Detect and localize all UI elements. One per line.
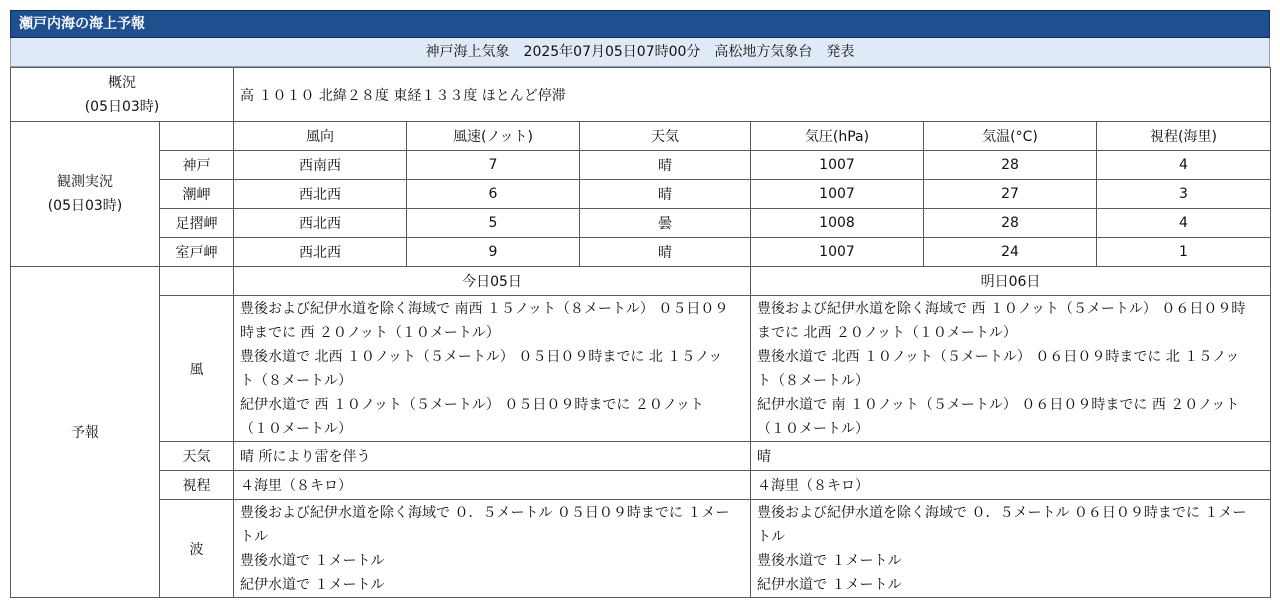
station-name: 潮岬 xyxy=(160,180,234,209)
wind-day1-line: 豊後および紀伊水道を除く海域で 南西 １５ノット（８メートル） ０５日０９ xyxy=(240,300,729,317)
weather-label: 天気 xyxy=(160,442,234,471)
waves-day1 xyxy=(234,500,751,598)
obs-header-cell: 視程(海里) xyxy=(1097,122,1271,151)
obs-cell: 24 xyxy=(924,238,1097,267)
station-name: 室戸岬 xyxy=(160,238,234,267)
station-name: 神戸 xyxy=(160,151,234,180)
obs-row xyxy=(11,209,1271,238)
forecast-label: 予報 xyxy=(11,267,160,598)
obs-row xyxy=(11,151,1271,180)
obs-label xyxy=(11,122,160,267)
obs-cell: 1007 xyxy=(751,151,924,180)
forecast-weather-row xyxy=(11,442,1271,471)
obs-cell: 7 xyxy=(407,151,580,180)
forecast-waves-row xyxy=(11,500,1271,598)
issue-info: 神戸海上気象 2025年07月05日07時00分 高松地方気象台 発表 xyxy=(10,38,1270,67)
obs-cell: 28 xyxy=(924,209,1097,238)
obs-header-blank xyxy=(160,122,234,151)
obs-cell: 西北西 xyxy=(234,238,407,267)
obs-header-cell: 気圧(hPa) xyxy=(751,122,924,151)
summary-text: 高 １０１０ 北緯２８度 東経１３３度 ほとんど停滞 xyxy=(234,68,1271,122)
obs-cell: 9 xyxy=(407,238,580,267)
obs-cell: 晴 xyxy=(580,151,751,180)
obs-cell: 西北西 xyxy=(234,209,407,238)
summary-label xyxy=(11,68,234,122)
obs-header-cell: 風速(ノット) xyxy=(407,122,580,151)
obs-header-cell: 気温(°C) xyxy=(924,122,1097,151)
summary-row xyxy=(11,68,1271,122)
forecast-table xyxy=(10,67,1271,598)
wind-day1-line: 時までに 西 ２０ノット（１０メートル） xyxy=(240,324,500,341)
wind-day2-line: 紀伊水道で 南 １０ノット（５メートル） ０６日０９時までに 西 ２０ノット xyxy=(757,396,1240,413)
wind-day2-line: ト（８メートル） xyxy=(757,372,869,389)
forecast-day2-header: 明日06日 xyxy=(751,267,1271,296)
page-title: 瀬戸内海の海上予報 xyxy=(10,10,1270,38)
obs-cell: 西北西 xyxy=(234,180,407,209)
waves-day1-line: 豊後および紀伊水道を除く海域で ０．５メートル ０５日０９時までに １メー xyxy=(240,504,730,521)
obs-cell: 晴 xyxy=(580,180,751,209)
obs-cell: 27 xyxy=(924,180,1097,209)
obs-label-line2: (05日03時) xyxy=(47,198,123,214)
wind-day1-line: （１０メートル） xyxy=(240,420,352,437)
waves-day2-line: 紀伊水道で １メートル xyxy=(757,576,902,593)
waves-label: 波 xyxy=(160,500,234,598)
obs-cell: 1007 xyxy=(751,238,924,267)
obs-cell: 西南西 xyxy=(234,151,407,180)
waves-day2 xyxy=(751,500,1271,598)
obs-row xyxy=(11,180,1271,209)
obs-header-cell: 風向 xyxy=(234,122,407,151)
station-name: 足摺岬 xyxy=(160,209,234,238)
obs-cell: 4 xyxy=(1097,209,1271,238)
marine-forecast-panel xyxy=(10,10,1270,598)
obs-cell: 3 xyxy=(1097,180,1271,209)
visibility-day2: ４海里（８キロ） xyxy=(751,471,1271,500)
wind-day2-line: （１０メートル） xyxy=(757,420,869,437)
obs-cell: 1008 xyxy=(751,209,924,238)
waves-day2-line: トル xyxy=(757,528,785,545)
visibility-day1: ４海里（８キロ） xyxy=(234,471,751,500)
wind-day1-line: ト（８メートル） xyxy=(240,372,352,389)
obs-cell: 晴 xyxy=(580,238,751,267)
obs-label-line1: 観測実況 xyxy=(57,174,113,190)
summary-label-line2: (05日03時) xyxy=(84,98,160,115)
summary-label-line1: 概況 xyxy=(108,74,136,91)
obs-cell: 1 xyxy=(1097,238,1271,267)
visibility-label: 視程 xyxy=(160,471,234,500)
wind-day1 xyxy=(234,296,751,442)
obs-cell: 4 xyxy=(1097,151,1271,180)
weather-day1: 晴 所により雷を伴う xyxy=(234,442,751,471)
obs-cell: 5 xyxy=(407,209,580,238)
wind-day1-line: 豊後水道で 北西 １０ノット（５メートル） ０５日０９時までに 北 １５ノッ xyxy=(240,348,723,365)
wind-day2 xyxy=(751,296,1271,442)
wind-label: 風 xyxy=(160,296,234,442)
forecast-header-blank xyxy=(160,267,234,296)
obs-cell: 6 xyxy=(407,180,580,209)
wind-day2-line: 豊後水道で 北西 １０ノット（５メートル） ０６日０９時までに 北 １５ノッ xyxy=(757,348,1240,365)
obs-header-cell: 天気 xyxy=(580,122,751,151)
obs-cell: 1007 xyxy=(751,180,924,209)
wind-day1-line: 紀伊水道で 西 １０ノット（５メートル） ０５日０９時までに ２０ノット xyxy=(240,396,704,413)
weather-day2: 晴 xyxy=(751,442,1271,471)
wind-day2-line: までに 北西 ２０ノット（１０メートル） xyxy=(757,324,1017,341)
forecast-header-row xyxy=(11,267,1271,296)
obs-row xyxy=(11,238,1271,267)
forecast-wind-row xyxy=(11,296,1271,442)
waves-day2-line: 豊後水道で １メートル xyxy=(757,552,902,569)
obs-cell: 曇 xyxy=(580,209,751,238)
obs-cell: 28 xyxy=(924,151,1097,180)
waves-day1-line: トル xyxy=(240,528,268,545)
forecast-visibility-row xyxy=(11,471,1271,500)
obs-header-row xyxy=(11,122,1271,151)
waves-day1-line: 紀伊水道で １メートル xyxy=(240,576,385,593)
wind-day2-line: 豊後および紀伊水道を除く海域で 西 １０ノット（５メートル） ０６日０９時 xyxy=(757,300,1246,317)
waves-day2-line: 豊後および紀伊水道を除く海域で ０．５メートル ０６日０９時までに １メー xyxy=(757,504,1247,521)
waves-day1-line: 豊後水道で １メートル xyxy=(240,552,385,569)
forecast-day1-header: 今日05日 xyxy=(234,267,751,296)
